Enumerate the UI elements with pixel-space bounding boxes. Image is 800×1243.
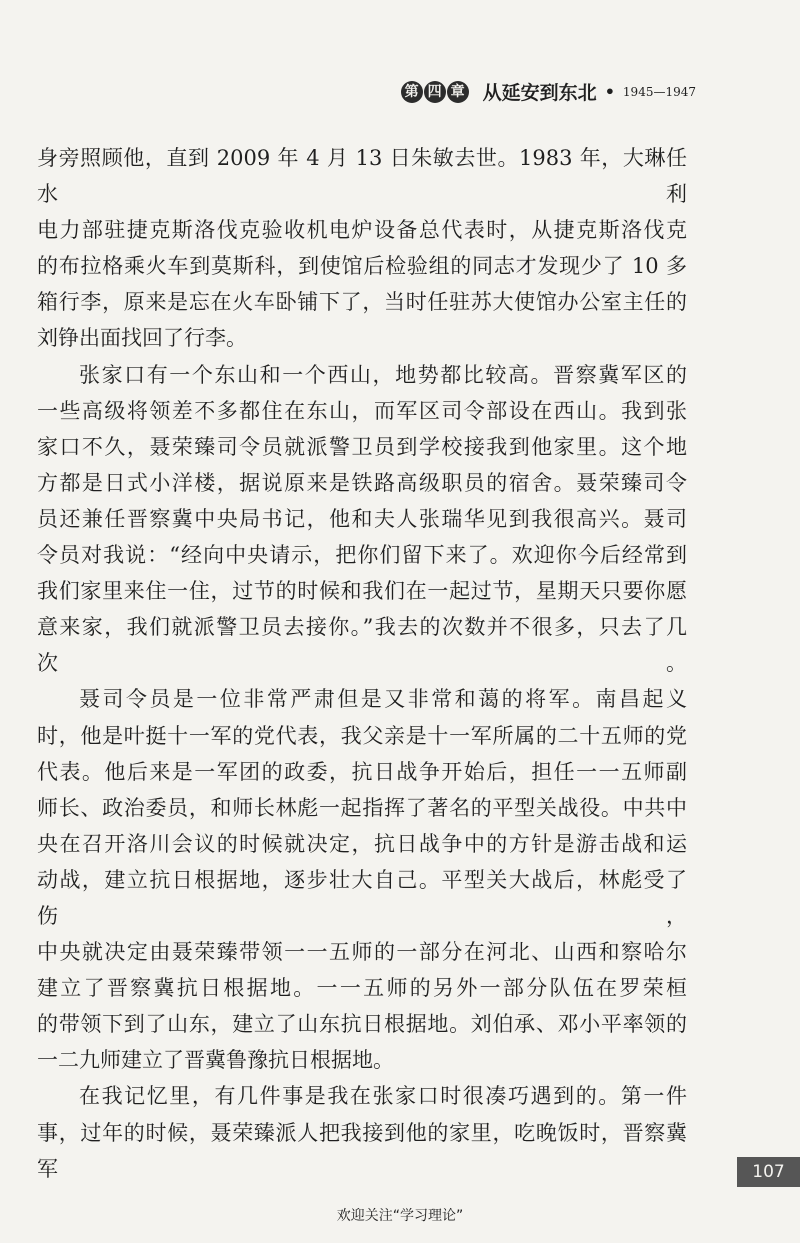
body-line: 聂司令员是一位非常严肃但是又非常和蔼的将军。南昌起义 <box>79 687 687 712</box>
page-number: 107 <box>737 1157 800 1187</box>
body-line: 家口不久，聂荣臻司令员就派警卫员到学校接我到他家里。这个地 <box>37 434 687 459</box>
running-header <box>401 78 696 105</box>
body-line: 的带领下到了山东，建立了山东抗日根据地。刘伯承、邓小平率领的 <box>37 1012 687 1037</box>
body-line: 张家口有一个东山和一个西山，地势都比较高。晋察冀军区的 <box>79 362 687 387</box>
body-line: 电力部驻捷克斯洛伐克验收机电炉设备总代表时，从捷克斯洛伐克 <box>37 218 687 243</box>
body-line: 事，过年的时候，聂荣臻派人把我接到他的家里，吃晚饭时，晋察冀军 <box>37 1120 687 1181</box>
body-line: 一些高级将领差不多都住在东山，而军区司令部设在西山。我到张 <box>37 398 687 423</box>
body-line: 在我记忆里，有几件事是我在张家口时很凑巧遇到的。第一件 <box>79 1084 687 1109</box>
body-line: 箱行李，原来是忘在火车卧铺下了，当时任驻苏大使馆办公室主任的 <box>37 290 687 315</box>
chapter-badge <box>401 81 469 103</box>
body-line: 令员对我说：“经向中央请示，把你们留下来了。欢迎你今后经常到 <box>37 543 687 568</box>
body-line: 中央就决定由聂荣臻带领一一五师的一部分在河北、山西和察哈尔 <box>37 940 687 965</box>
chapter-badge-char: 第 <box>401 81 423 103</box>
body-line: 央在召开洛川会议的时候就决定，抗日战争中的方针是游击战和运 <box>37 831 687 856</box>
body-line: 方都是日式小洋楼，据说原来是铁路高级职员的宿舍。聂荣臻司令 <box>37 470 687 495</box>
footer-note: 欢迎关注“学习理论” <box>336 1208 464 1224</box>
body-line: 刘铮出面找回了行李。 <box>37 326 247 351</box>
chapter-years: 1945—1947 <box>622 84 696 99</box>
body-line: 师长、政治委员，和师长林彪一起指挥了著名的平型关战役。中共中 <box>37 795 687 820</box>
body-line: 代表。他后来是一军团的政委，抗日战争开始后，担任一一五师副 <box>37 759 687 784</box>
body-line: 时，他是叶挺十一军的党代表，我父亲是十一军所属的二十五师的党 <box>37 723 687 748</box>
header-separator-dot: • <box>604 82 615 101</box>
body-line: 动战，建立抗日根据地，逐步壮大自己。平型关大战后，林彪受了伤， <box>37 867 687 928</box>
body-line: 一二九师建立了晋冀鲁豫抗日根据地。 <box>37 1048 394 1073</box>
body-line: 身旁照顾他，直到 2009 年 4 月 13 日朱敏去世。1983 年，大琳任水利 <box>37 146 687 207</box>
body-line: 的布拉格乘火车到莫斯科，到使馆后检验组的同志才发现少了 10 多 <box>37 254 687 279</box>
chapter-title: 从延安到东北 <box>482 82 597 104</box>
body-line: 员还兼任晋察冀中央局书记，他和夫人张瑞华见到我很高兴。聂司 <box>37 506 687 531</box>
body-line: 建立了晋察冀抗日根据地。一一五师的另外一部分队伍在罗荣桓 <box>37 976 687 1001</box>
chapter-badge-char: 四 <box>424 81 446 103</box>
body-line: 意来家，我们就派警卫员去接你。”我去的次数并不很多，只去了几次。 <box>37 615 687 676</box>
body-line: 我们家里来住一住，过节的时候和我们在一起过节，星期天只要你愿 <box>37 579 687 604</box>
chapter-badge-char: 章 <box>447 81 469 103</box>
body-text <box>37 140 687 1187</box>
